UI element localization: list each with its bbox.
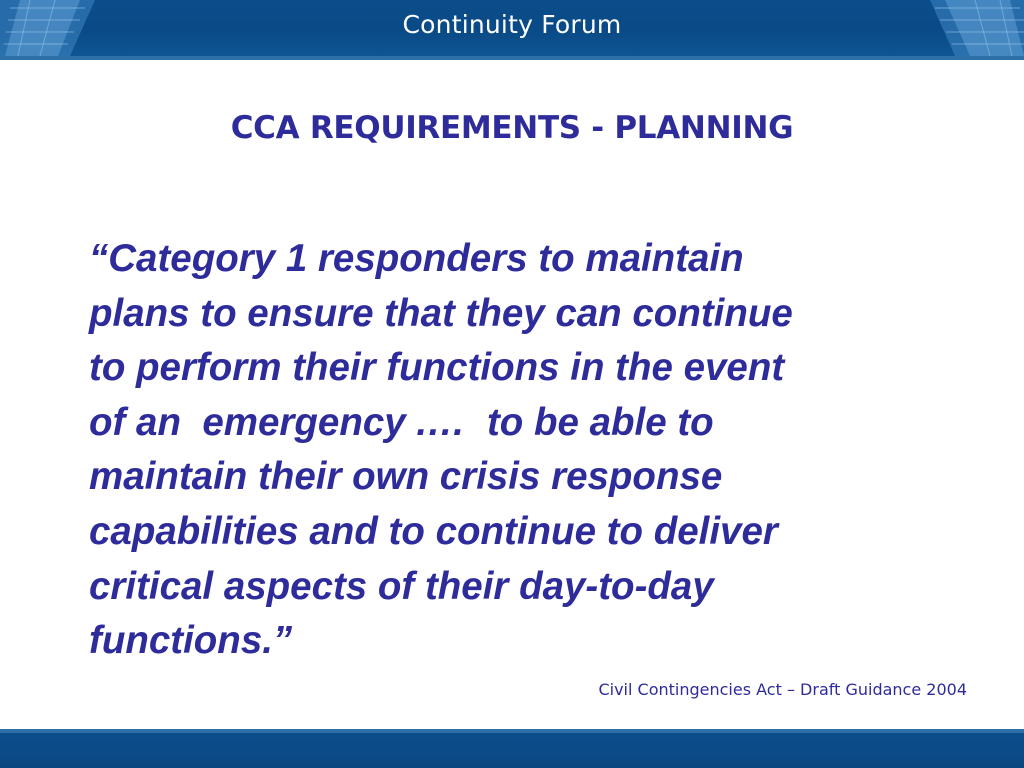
- quote-line: plans to ensure that they can continue: [89, 291, 793, 335]
- citation: Civil Contingencies Act – Draft Guidance 2004: [598, 680, 967, 699]
- quote-line: maintain their own crisis response: [89, 455, 723, 499]
- quote-block: [89, 232, 949, 669]
- header-title: Continuity Forum: [402, 10, 622, 39]
- header-divider: [0, 56, 1024, 60]
- slide-title: CCA REQUIREMENTS - PLANNING: [230, 110, 794, 146]
- quote-line: “Category 1 responders to maintain: [89, 237, 744, 280]
- quote-line: critical aspects of their day-to-day: [89, 564, 714, 608]
- quote-line: capabilities and to continue to deliver: [89, 509, 778, 553]
- quote-line: of an emergency .… to be able to: [89, 400, 714, 444]
- header-banner: [0, 0, 1024, 56]
- quote-line: functions.”: [89, 619, 293, 663]
- footer-bar: [0, 733, 1024, 768]
- quote-line: to perform their functions in the event: [89, 346, 785, 390]
